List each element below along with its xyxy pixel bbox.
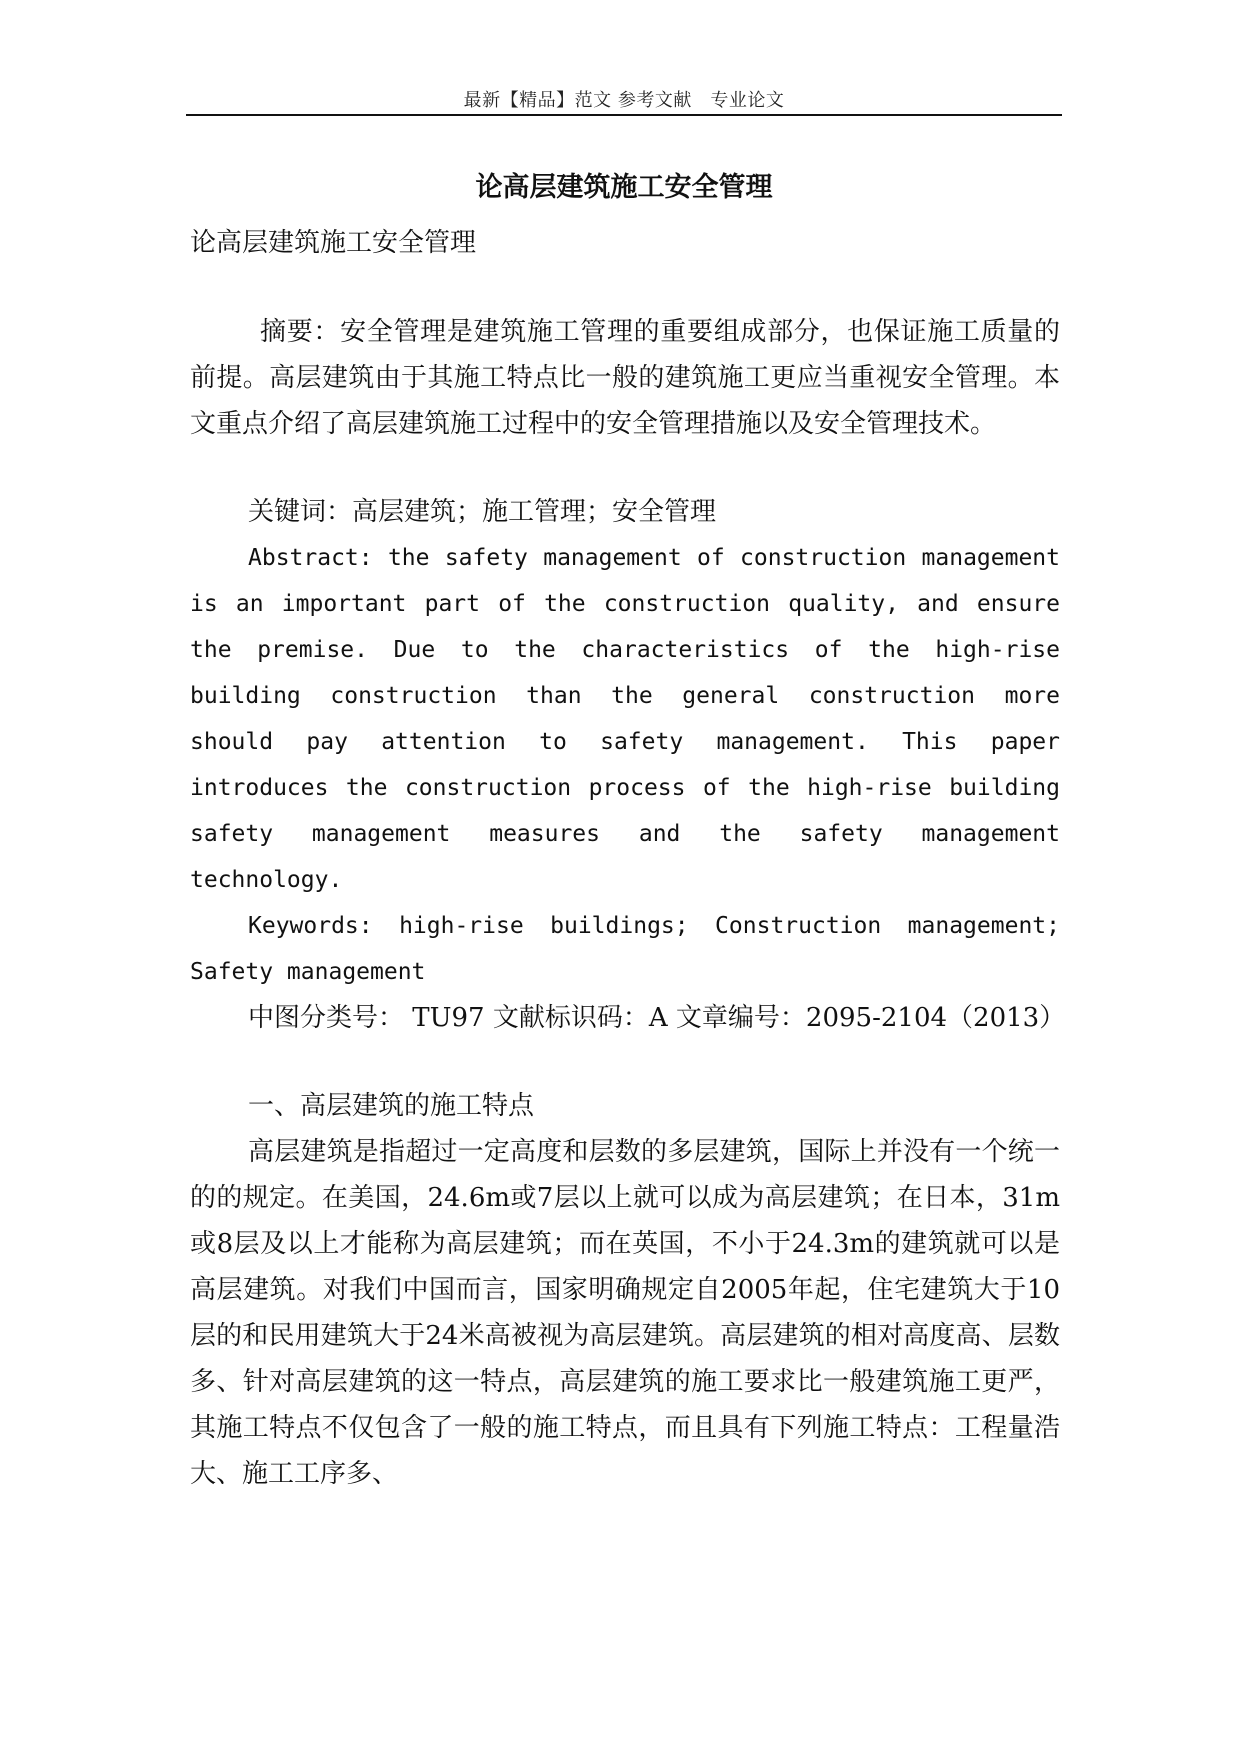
keywords-en: Keywords: high-rise buildings; Construction management; Safety management — [190, 913, 1060, 985]
section-body: 高层建筑是指超过一定高度和层数的多层建筑，国际上并没有一个统一的的规定。在美国，24.6m或7层以上就可以成为高层建筑；在日本，31m或8层及以上才能称为高层建筑；而在英国，不小于24.3m的建筑就可以是高层建筑。对我们中国而言，国家明确规定自2005年起，住宅建筑大于10层的和民用建筑大于24米高被视为高层建筑。高层建筑的相对高度高、层数多、针对高层建筑的这一特点，高层建筑的施工要求比一般建筑施工更严，其施工特点不仅包含了一般的施工特点，而且具有下列施工特点：工程量浩大、施工工序多、 — [190, 1137, 1060, 1489]
document-title: 论高层建筑施工安全管理 — [475, 172, 773, 203]
abstract-cn: 摘要：安全管理是建筑施工管理的重要组成部分，也保证施工质量的前提。高层建筑由于其施工特点比一般的建筑施工更应当重视安全管理。本文重点介绍了高层建筑施工过程中的安全管理措施以及安全管理技术。 — [190, 317, 1060, 439]
abstract-en: Abstract: the safety management of construction management is an important part of the construction quality, and ensure the premise. Due to the characteristics of the high-rise building construction than the general construction more should pay attention to safety management. This paper introduces the construction process of the high-rise building safety management measures and the safety management technology. — [190, 545, 1060, 893]
header-divider — [186, 114, 1062, 116]
keywords-cn: 关键词：高层建筑；施工管理；安全管理 — [248, 497, 717, 527]
section-heading: 一、高层建筑的施工特点 — [248, 1091, 535, 1121]
classification-info: 中图分类号： TU97 文献标识码：A 文章编号：2095-2104（2013） — [248, 1003, 1066, 1033]
document-body — [190, 220, 1066, 1497]
document-subtitle: 论高层建筑施工安全管理 — [190, 228, 477, 258]
page-header: 最新【精品】范文 参考文献 专业论文 — [463, 90, 785, 111]
